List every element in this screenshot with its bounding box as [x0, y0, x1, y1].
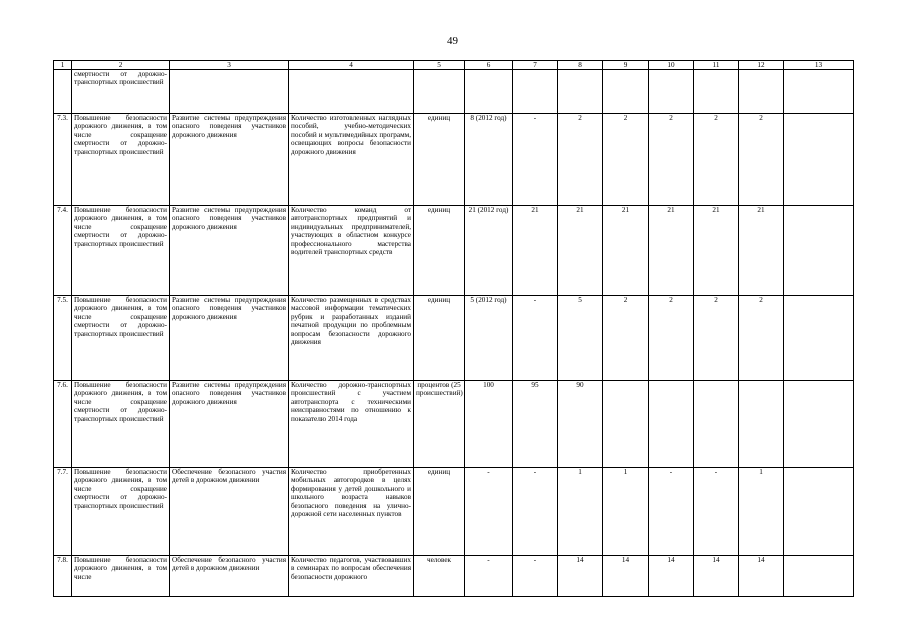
column-header: 1 — [54, 61, 72, 70]
indicator-cell: Количество педагогов, участвовавших в семинарах по вопросам обеспечения безопасности дорожного — [289, 556, 414, 597]
value-cell: 2 — [603, 114, 649, 206]
task-cell: Повышение безопасности дорожного движения, в том числе сокращение смертности от дорожно-транспортных происшествий — [72, 114, 170, 206]
value-cell: - — [513, 296, 558, 381]
page-number: 49 — [447, 35, 458, 47]
column-header: 12 — [739, 61, 784, 70]
column-header: 3 — [170, 61, 289, 70]
table-row — [54, 468, 854, 556]
column-header: 10 — [649, 61, 694, 70]
value-cell: 2 — [649, 296, 694, 381]
value-cell: 1 — [739, 468, 784, 556]
value-cell: 21 — [739, 206, 784, 296]
value-cell: 2 — [694, 296, 739, 381]
activity-cell — [170, 70, 289, 114]
value-cell: 2 — [603, 296, 649, 381]
column-header: 9 — [603, 61, 649, 70]
value-cell — [603, 70, 649, 114]
task-cell: Повышение безопасности дорожного движения, в том числе сокращение смертности от дорожно-транспортных происшествий — [72, 381, 170, 468]
indicator-cell — [289, 70, 414, 114]
activity-cell: Обеспечение безопасного участия детей в дорожном движении — [170, 468, 289, 556]
note-cell — [784, 70, 854, 114]
table-row — [54, 556, 854, 597]
unit-cell: человек — [414, 556, 465, 597]
value-cell: 2 — [558, 114, 603, 206]
value-cell: 21 — [513, 206, 558, 296]
indicator-cell: Количество изготовленных наглядных пособий, учебно-методических пособий и мультимедийных программ, освещающих вопросы безопасности дорожного движения — [289, 114, 414, 206]
value-cell: 14 — [739, 556, 784, 597]
value-cell: 90 — [558, 381, 603, 468]
activity-cell: Обеспечение безопасного участия детей в дорожном движении — [170, 556, 289, 597]
value-cell — [694, 381, 739, 468]
indicator-cell: Количество команд от автотранспортных предприятий и индивидуальных предпринимателей, участвующих в областном конкурсе профессионального мастерства водителей транспортных средств — [289, 206, 414, 296]
unit-cell — [414, 70, 465, 114]
base-value-cell: - — [465, 468, 513, 556]
indicator-cell: Количество размещенных в средствах массовой информации тематических рубрик и разработанных изданий печатной продукции по проблемным вопросам безопасности дорожного движения — [289, 296, 414, 381]
unit-cell: единиц — [414, 468, 465, 556]
value-cell — [694, 70, 739, 114]
column-header: 8 — [558, 61, 603, 70]
indicator-cell: Количество приобретенных мобильных автогородков в целях формирования у детей дошкольного и школьного возраста навыков безопасного поведения на улично-дорожной сети населенных пунктов — [289, 468, 414, 556]
note-cell — [784, 206, 854, 296]
base-value-cell: 8 (2012 год) — [465, 114, 513, 206]
value-cell — [649, 381, 694, 468]
row-number: 7.4. — [54, 206, 72, 296]
column-header: 2 — [72, 61, 170, 70]
value-cell: 2 — [694, 114, 739, 206]
unit-cell: единиц — [414, 114, 465, 206]
activity-cell: Развитие системы предупреждения опасного поведения участников дорожного движения — [170, 206, 289, 296]
base-value-cell — [465, 70, 513, 114]
value-cell: 1 — [558, 468, 603, 556]
task-cell: Повышение безопасности дорожного движения, в том числе сокращение смертности от дорожно-транспортных происшествий — [72, 206, 170, 296]
table-row — [54, 296, 854, 381]
value-cell — [739, 70, 784, 114]
base-value-cell: - — [465, 556, 513, 597]
column-header: 6 — [465, 61, 513, 70]
value-cell: 21 — [649, 206, 694, 296]
note-cell — [784, 468, 854, 556]
value-cell: 2 — [649, 114, 694, 206]
unit-cell: процентов (25 происшествий) — [414, 381, 465, 468]
value-cell: 21 — [558, 206, 603, 296]
value-cell: 14 — [649, 556, 694, 597]
task-cell: Повышение безопасности дорожного движения, в том числе сокращение смертности от дорожно-транспортных происшествий — [72, 296, 170, 381]
value-cell: - — [513, 114, 558, 206]
header-row — [54, 61, 854, 70]
indicators-table — [53, 60, 854, 597]
value-cell — [513, 70, 558, 114]
row-number: 7.5. — [54, 296, 72, 381]
row-number — [54, 70, 72, 114]
unit-cell: единиц — [414, 206, 465, 296]
base-value-cell: 21 (2012 год) — [465, 206, 513, 296]
note-cell — [784, 556, 854, 597]
base-value-cell: 100 — [465, 381, 513, 468]
column-header: 11 — [694, 61, 739, 70]
row-number: 7.6. — [54, 381, 72, 468]
task-cell: Повышение безопасности дорожного движения, в том числе — [72, 556, 170, 597]
value-cell: 5 — [558, 296, 603, 381]
note-cell — [784, 296, 854, 381]
row-number: 7.7. — [54, 468, 72, 556]
column-header: 4 — [289, 61, 414, 70]
base-value-cell: 5 (2012 год) — [465, 296, 513, 381]
value-cell: 14 — [558, 556, 603, 597]
table-row — [54, 114, 854, 206]
task-cell: Повышение безопасности дорожного движения, в том числе сокращение смертности от дорожно-транспортных происшествий — [72, 468, 170, 556]
column-header: 7 — [513, 61, 558, 70]
value-cell: 1 — [603, 468, 649, 556]
activity-cell: Развитие системы предупреждения опасного поведения участников дорожного движения — [170, 114, 289, 206]
value-cell — [649, 70, 694, 114]
note-cell — [784, 381, 854, 468]
value-cell: - — [513, 556, 558, 597]
value-cell: - — [649, 468, 694, 556]
value-cell: 2 — [739, 296, 784, 381]
column-header: 5 — [414, 61, 465, 70]
task-cell: смертности от дорожно-транспортных происшествий — [72, 70, 170, 114]
note-cell — [784, 114, 854, 206]
value-cell — [739, 381, 784, 468]
row-number: 7.3. — [54, 114, 72, 206]
value-cell: - — [694, 468, 739, 556]
activity-cell: Развитие системы предупреждения опасного поведения участников дорожного движения — [170, 296, 289, 381]
value-cell — [603, 381, 649, 468]
value-cell: 21 — [694, 206, 739, 296]
value-cell: 95 — [513, 381, 558, 468]
table-row — [54, 70, 854, 114]
value-cell: 2 — [739, 114, 784, 206]
value-cell: 14 — [694, 556, 739, 597]
value-cell: 14 — [603, 556, 649, 597]
activity-cell: Развитие системы предупреждения опасного поведения участников дорожного движения — [170, 381, 289, 468]
row-number: 7.8. — [54, 556, 72, 597]
table-row — [54, 206, 854, 296]
value-cell: - — [513, 468, 558, 556]
column-header: 13 — [784, 61, 854, 70]
unit-cell: единиц — [414, 296, 465, 381]
value-cell — [558, 70, 603, 114]
value-cell: 21 — [603, 206, 649, 296]
indicator-cell: Количество дорожно-транспортных происшествий с участием автотранспорта с техническими неисправностями по отношению к показателю 2014 года — [289, 381, 414, 468]
table-row — [54, 381, 854, 468]
